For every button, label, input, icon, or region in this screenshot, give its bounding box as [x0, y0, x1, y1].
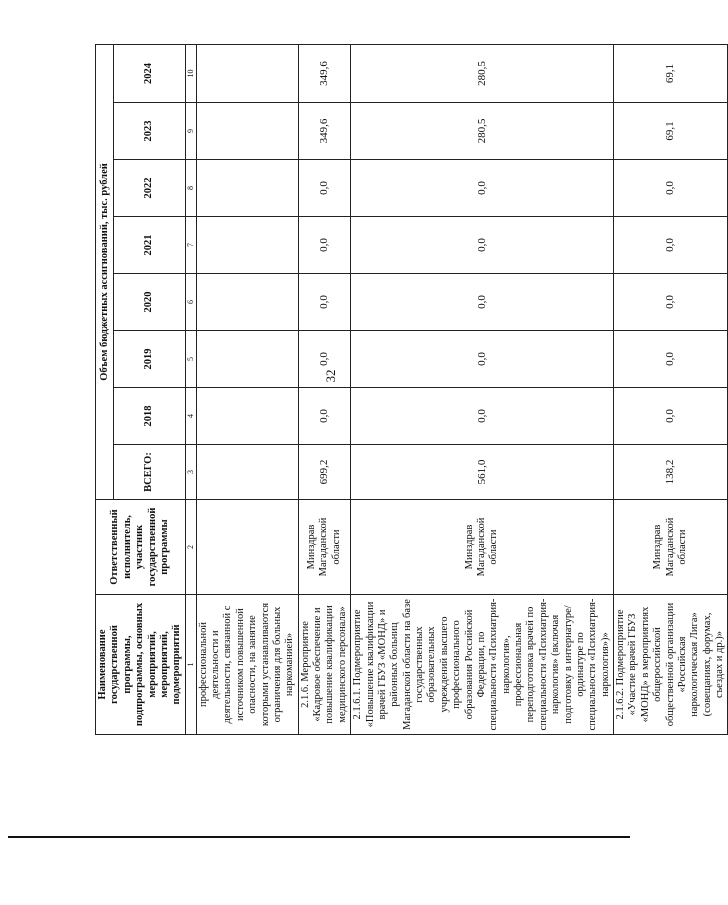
header-year: 2023: [114, 103, 185, 160]
row-executor: [196, 500, 298, 595]
row-total: [196, 445, 298, 500]
row-value: 0,0: [614, 331, 728, 388]
column-index: 10: [185, 44, 196, 102]
row-value: 0,0: [351, 331, 614, 388]
row-value: 0,0: [614, 388, 728, 445]
table-row: [196, 44, 298, 734]
row-value: 69,1: [614, 44, 728, 102]
row-value: [196, 274, 298, 331]
row-executor: Минздрав Магаданской области: [614, 500, 728, 595]
column-index: 2: [185, 500, 196, 595]
row-executor: Минздрав Магаданской области: [351, 500, 614, 595]
column-index: 9: [185, 103, 196, 160]
row-total: 699,2: [298, 445, 351, 500]
row-value: 0,0: [298, 388, 351, 445]
header-year: 2018: [114, 388, 185, 445]
header-executor: Ответственный исполнитель, участник государственной программы: [96, 500, 186, 595]
header-year: 2020: [114, 274, 185, 331]
row-value: [196, 160, 298, 217]
column-index: 5: [185, 331, 196, 388]
row-value: 0,0: [351, 217, 614, 274]
column-index: 6: [185, 274, 196, 331]
row-total: 561,0: [351, 445, 614, 500]
row-executor: Минздрав Магаданской области: [298, 500, 351, 595]
row-name: 2.1.6. Мероприятие «Кадровое обеспечение и повышение квалификации медицинского персонала»: [298, 595, 351, 735]
header-year: 2022: [114, 160, 185, 217]
table-row: [298, 44, 351, 734]
row-value: [196, 217, 298, 274]
row-value: 0,0: [614, 160, 728, 217]
column-index: 8: [185, 160, 196, 217]
header-year: 2024: [114, 44, 185, 102]
row-value: [196, 331, 298, 388]
horizontal-rule: [8, 836, 630, 838]
row-name: 2.1.6.1. Подмероприятие «Повышение квалификации врачей ГБУЗ «МОНД» и районных больниц Магаданской области на базе государственных образовательных учреждений высшего профессионального образования Российской Федерации, по специальности «Психиатрия-наркология», профессиональная переподготовка врачей по специальности «Психиатрия-наркология» (включая подготовку в интернатуре/ ординатуре по специальности «Психиатрия-наркология»)»: [351, 595, 614, 735]
row-value: 280,5: [351, 103, 614, 160]
row-value: 69,1: [614, 103, 728, 160]
column-index: 3: [185, 445, 196, 500]
row-value: 280,5: [351, 44, 614, 102]
row-value: 0,0: [298, 160, 351, 217]
budget-table-rotated: [95, 45, 725, 735]
row-value: 0,0: [351, 160, 614, 217]
row-value: 349,6: [298, 103, 351, 160]
row-name: 2.1.6.2. Подмероприятие «Участие врачей ГБУЗ «МОНД» в мероприятиях общероссийской общественной организации «Российская наркологическая Лига» (совещаниях, форумах, съездах и др.)»: [614, 595, 728, 735]
row-value: 0,0: [298, 217, 351, 274]
row-value: 0,0: [614, 217, 728, 274]
table-row: [614, 44, 728, 734]
row-value: 0,0: [298, 274, 351, 331]
row-value: [196, 44, 298, 102]
row-value: 0,0: [614, 274, 728, 331]
header-year: 2021: [114, 217, 185, 274]
row-value: 0,0: [351, 274, 614, 331]
header-total: ВСЕГО:: [114, 445, 185, 500]
column-index: 1: [185, 595, 196, 735]
row-name: профессиональной деятельности и деятельности, связанной с источником повышенной опасности, на занятие которыми устанавливаются ограничения для больных наркоманией»: [196, 595, 298, 735]
header-name: Наименование государственной программы, подпрограммы, основных мероприятий, мероприятий, подмероприятий: [96, 595, 186, 735]
row-value: 349,6: [298, 44, 351, 102]
row-value: 0,0: [351, 388, 614, 445]
column-index: 4: [185, 388, 196, 445]
row-value: 0,0: [298, 331, 351, 388]
row-value: [196, 388, 298, 445]
row-value: [196, 103, 298, 160]
budget-table: [95, 44, 728, 735]
header-budget-group: Объем бюджетных ассигнований, тыс. рублей: [96, 44, 114, 499]
row-total: 138,2: [614, 445, 728, 500]
page-number: 32: [323, 369, 338, 383]
column-index: 7: [185, 217, 196, 274]
header-year: 2019: [114, 331, 185, 388]
table-row: [351, 44, 614, 734]
